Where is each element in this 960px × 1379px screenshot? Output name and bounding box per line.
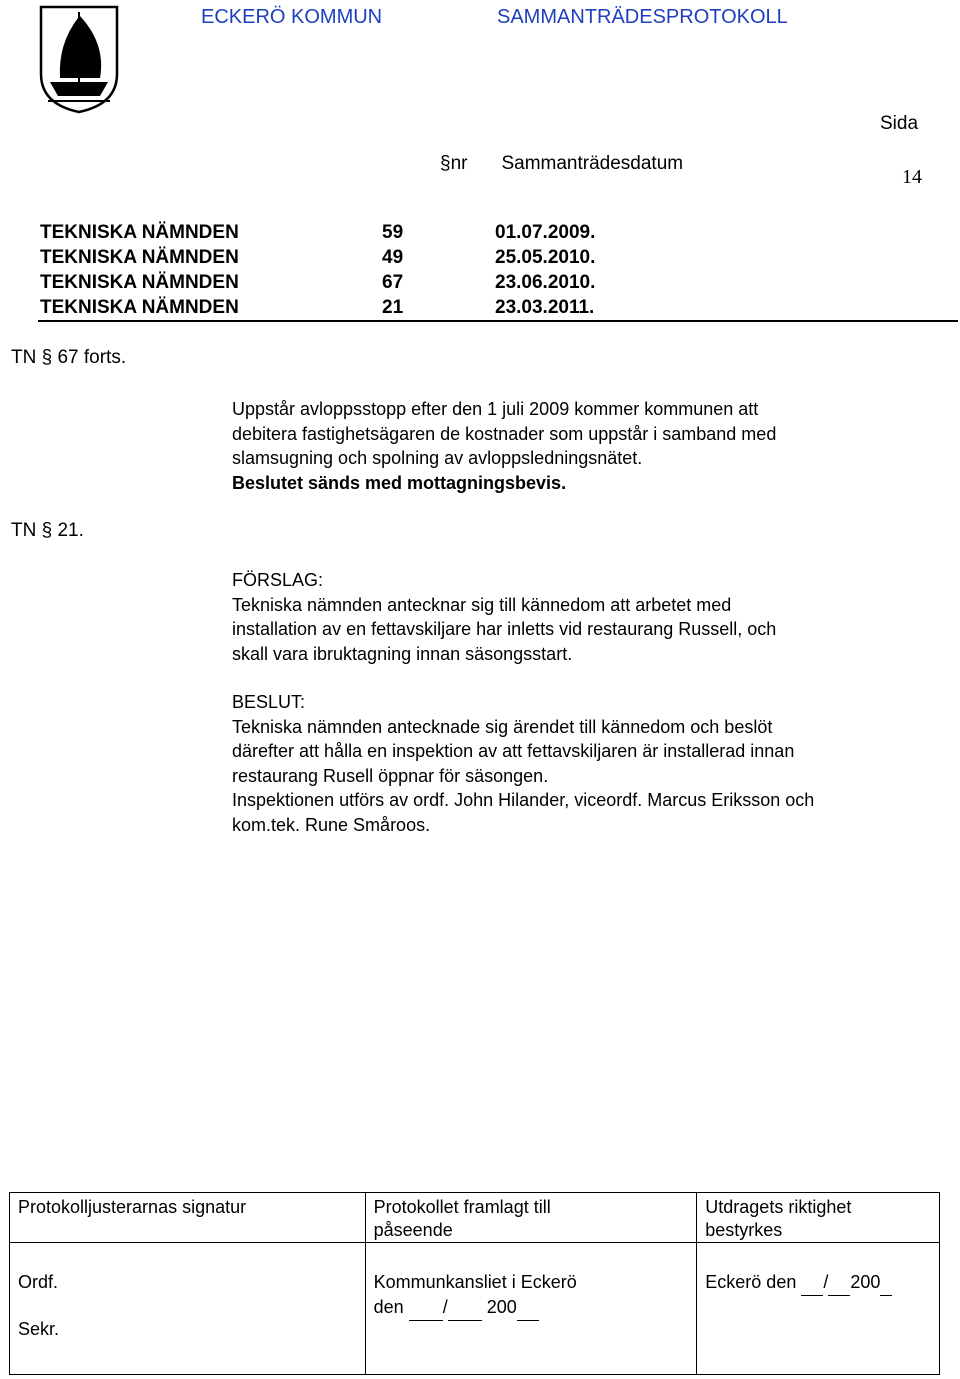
decision-heading: BESLUT: — [232, 692, 306, 712]
document-title: SAMMANTRÄDESPROTOKOLL — [497, 6, 788, 28]
paragraph-line: kom.tek. Rune Småroos. — [232, 814, 431, 835]
certification-body-cell — [697, 1243, 940, 1375]
paragraph-line: debitera fastighetsägaren de kostnader som uppstår i samband med — [232, 423, 777, 444]
meeting-date: 23.03.2011. — [495, 297, 595, 318]
paragraph-line: restaurang Rusell öppnar för säsongen. — [232, 765, 549, 786]
meeting-body: TEKNISKA NÄMNDEN — [40, 247, 239, 268]
proposal-heading: FÖRSLAG: — [232, 570, 324, 590]
signature-body-cell — [10, 1243, 366, 1375]
year-blank — [517, 1295, 539, 1321]
month-blank — [828, 1270, 850, 1296]
meeting-number: 49 — [382, 247, 404, 268]
meeting-date: 01.07.2009. — [495, 222, 596, 243]
section-label-tn21: TN § 21. — [11, 520, 84, 541]
meeting-date: 23.06.2010. — [495, 272, 596, 293]
proposal-section — [232, 568, 932, 666]
signature-header-cell — [10, 1193, 366, 1243]
public-display-header-cell — [365, 1193, 697, 1243]
office-location: Kommunkansliet i Eckerö — [373, 1272, 577, 1292]
certification-date-line: Eckerö den / 200 — [705, 1270, 931, 1296]
meeting-body: TEKNISKA NÄMNDEN — [40, 297, 239, 318]
section-label-tn67: TN § 67 forts. — [11, 347, 127, 368]
meeting-date: 25.05.2010. — [495, 247, 596, 268]
certification-header-cell — [697, 1193, 940, 1243]
municipality-logo — [38, 4, 120, 114]
meeting-number: 67 — [382, 272, 404, 293]
paragraph-line: Uppstår avloppsstopp efter den 1 juli 2009 kommer kommunen att — [232, 399, 759, 419]
secretary-label: Sekr. — [18, 1319, 60, 1339]
paragraph-line: Inspektionen utförs av ordf. John Hilander, viceordf. Marcus Eriksson och — [232, 790, 815, 810]
display-date-line: den / 200 — [374, 1295, 689, 1321]
organization-name: ECKERÖ KOMMUN — [201, 6, 383, 28]
paragraph-line: installation av en fettavskiljare har inletts vid restaurang Russell, och — [232, 619, 777, 639]
decision-note: Beslutet sänds med mottagningsbevis. — [232, 472, 567, 493]
paragraph-line: Tekniska nämnden antecknade sig ärendet till kännedom och beslöt — [232, 716, 773, 737]
meeting-body: TEKNISKA NÄMNDEN — [40, 272, 239, 293]
meeting-number: 21 — [382, 297, 404, 318]
month-blank — [448, 1295, 482, 1321]
meeting-date-label: Sammanträdesdatum — [501, 153, 684, 174]
chair-label: Ordf. — [18, 1272, 59, 1292]
column-header-row — [440, 153, 683, 175]
public-display-body-cell — [365, 1243, 697, 1375]
certification-label-2: bestyrkes — [705, 1220, 783, 1240]
day-blank — [409, 1295, 443, 1321]
public-display-label: Protokollet framlagt till — [373, 1197, 551, 1217]
paragraph-line: därefter att hålla en inspektion av att fettavskiljaren är installerad innan — [232, 741, 795, 761]
certification-label: Utdragets riktighet — [705, 1197, 852, 1217]
paragraph-line: skall vara ibruktagning innan säsongsstart. — [232, 643, 573, 664]
tn67-paragraph — [232, 397, 932, 495]
signature-table — [9, 1192, 940, 1375]
day-blank — [801, 1270, 823, 1296]
meeting-body: TEKNISKA NÄMNDEN — [40, 222, 239, 243]
header-divider — [38, 320, 958, 322]
paragraph-line: Tekniska nämnden antecknar sig till kännedom att arbetet med — [232, 594, 732, 615]
public-display-label-2: påseende — [373, 1220, 453, 1240]
section-number-label: §nr — [440, 153, 468, 174]
meeting-number: 59 — [382, 222, 404, 243]
year-blank — [880, 1270, 892, 1296]
signature-label: Protokolljusterarnas signatur — [18, 1197, 247, 1217]
page-number: 14 — [902, 166, 922, 188]
decision-section — [232, 690, 932, 837]
paragraph-line: slamsugning och spolning av avloppsledningsnätet. — [232, 448, 643, 468]
page-label: Sida — [880, 113, 919, 134]
